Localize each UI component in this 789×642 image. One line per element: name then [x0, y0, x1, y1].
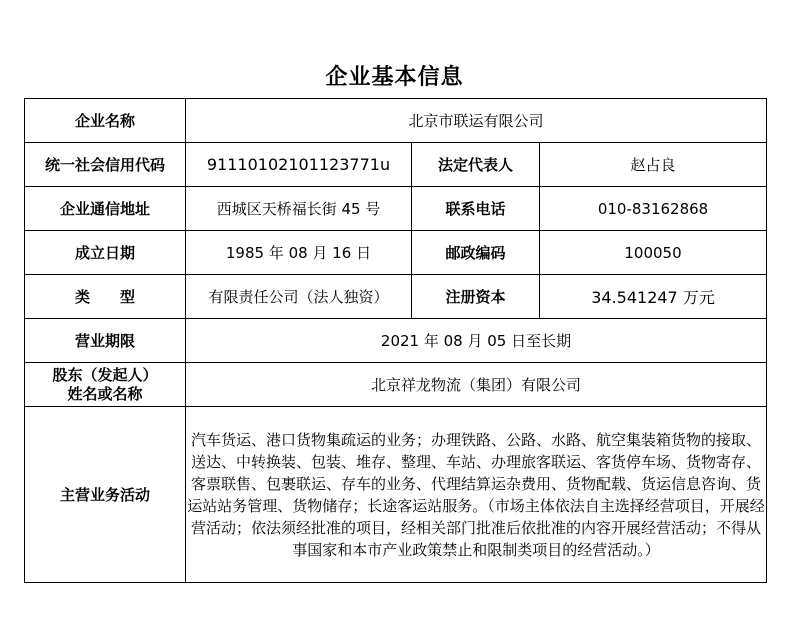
row-address	[25, 187, 767, 231]
row-credit-code	[25, 143, 767, 187]
capital-value	[540, 275, 767, 319]
postcode-label: 邮政编码	[412, 231, 540, 275]
capital-label: 注册资本	[412, 275, 540, 319]
row-type	[25, 275, 767, 319]
type-label: 类 型	[25, 275, 186, 319]
row-founded	[25, 231, 767, 275]
row-term	[25, 319, 767, 363]
term-value: 2021 年 08 月 05 日至长期	[186, 319, 767, 363]
credit-code-value: 91110102101123771u	[186, 143, 412, 187]
shareholder-label-line2: 姓名或名称	[67, 384, 143, 403]
business-scope-label: 主营业务活动	[25, 407, 186, 583]
capital-unit: 万元	[677, 288, 715, 307]
legal-rep-value: 赵占良	[540, 143, 767, 187]
phone-value: 010-83162868	[540, 187, 767, 231]
business-scope-value: 汽车货运、港口货物集疏运的业务；办理铁路、公路、水路、航空集装箱货物的接取、送达、中转换装、包装、堆存、整理、车站、办理旅客联运、客货停车场、货物寄存、客票联售、包裹联运、存车的业务、代理结算运杂费用、货物配载、货运信息咨询、货运站站务管理、货物储存；长途客运站服务。（市场主体依法自主选择经营项目，开展经营活动；依法须经批准的项目，经相关部门批准后依批准的内容开展经营活动；不得从事国家和本市产业政策禁止和限制类项目的经营活动。）	[186, 407, 767, 583]
company-name-value: 北京市联运有限公司	[186, 99, 767, 143]
company-info-table	[24, 98, 767, 583]
shareholder-label-line1: 股东（发起人）	[52, 365, 158, 384]
credit-code-label: 统一社会信用代码	[25, 143, 186, 187]
legal-rep-label: 法定代表人	[412, 143, 540, 187]
row-company-name	[25, 99, 767, 143]
shareholder-label	[25, 363, 186, 407]
founded-value: 1985 年 08 月 16 日	[186, 231, 412, 275]
founded-label: 成立日期	[25, 231, 186, 275]
address-label: 企业通信地址	[25, 187, 186, 231]
type-value: 有限责任公司（法人独资）	[186, 275, 412, 319]
row-business-scope	[25, 407, 767, 583]
page-title: 企业基本信息	[325, 65, 464, 90]
row-shareholder	[25, 363, 767, 407]
shareholder-value: 北京祥龙物流（集团）有限公司	[186, 363, 767, 407]
term-label: 营业期限	[25, 319, 186, 363]
company-name-label: 企业名称	[25, 99, 186, 143]
postcode-value: 100050	[540, 231, 767, 275]
capital-amount: 34.541247	[591, 288, 678, 307]
address-value: 西城区天桥福长街 45 号	[186, 187, 412, 231]
phone-label: 联系电话	[412, 187, 540, 231]
